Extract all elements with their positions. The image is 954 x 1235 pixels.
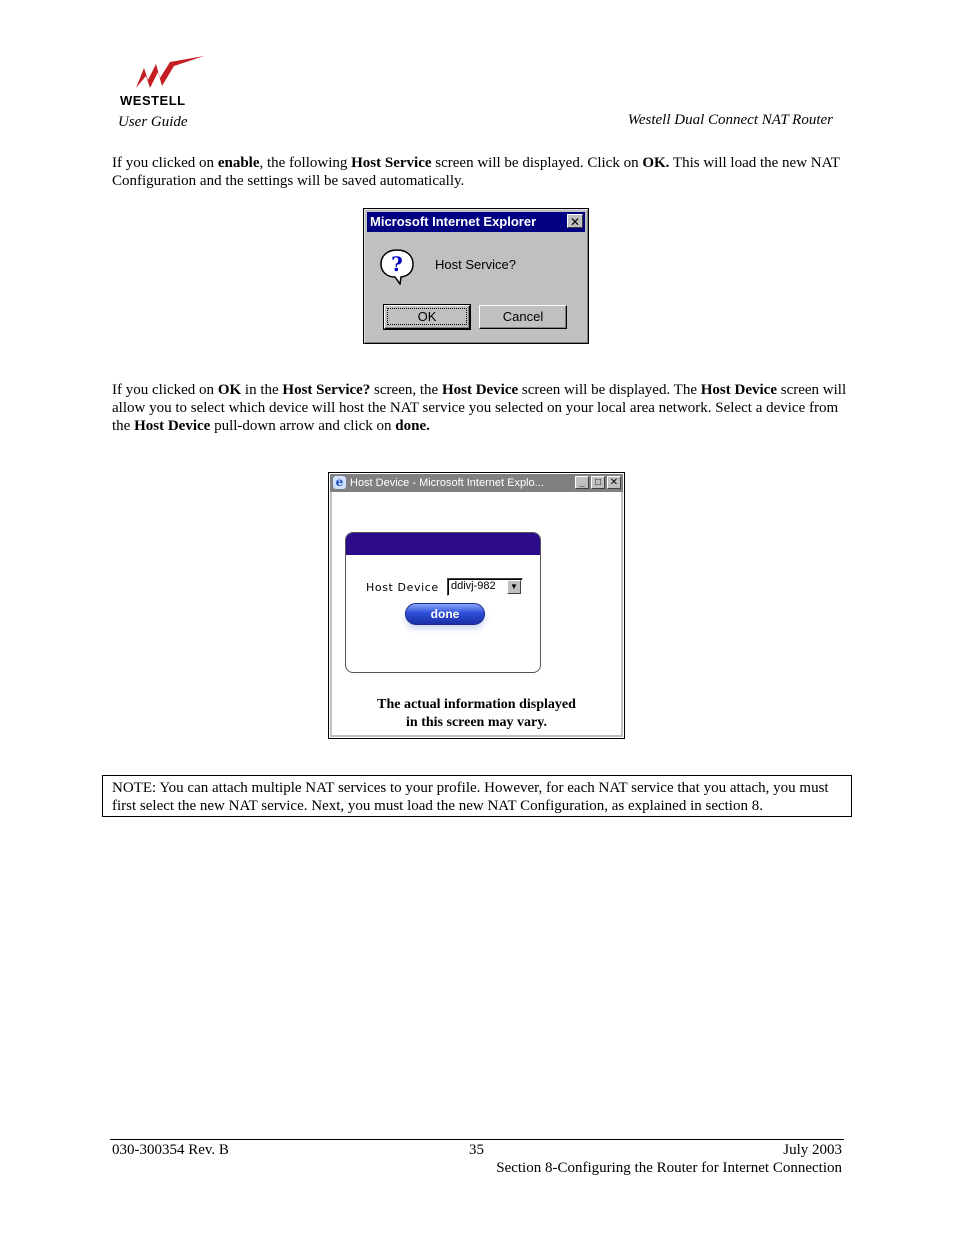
close-icon[interactable]: ✕	[607, 476, 621, 489]
host-device-window	[328, 472, 625, 739]
vary-notice	[332, 696, 621, 732]
footer-doc-number: 030-300354 Rev. B	[112, 1142, 229, 1158]
host-device-card	[345, 532, 541, 673]
card-header	[346, 533, 540, 555]
cancel-button[interactable]: Cancel	[479, 305, 567, 329]
paragraph-host-service: If you clicked on enable, the following Host Service screen will be displayed. Click on OK. This will load the new NAT Configuration and the settings will be saved automatically.	[112, 155, 840, 189]
window-content	[330, 492, 623, 737]
dialog-title-bar	[367, 212, 585, 232]
footer-section: Section 8-Configuring the Router for Internet Connection	[496, 1160, 842, 1176]
brand-wordmark: WESTELL	[120, 93, 186, 108]
ok-button[interactable]: OK	[384, 305, 470, 329]
note-box: NOTE: You can attach multiple NAT services to your profile. However, for each NAT service that you attach, you must first select the new NAT service. Next, you must load the new NAT Configuration, as explained in section 8.	[102, 775, 852, 817]
host-device-select[interactable]	[447, 578, 523, 596]
ie-icon: e	[333, 476, 346, 489]
minimize-icon[interactable]: _	[575, 476, 589, 489]
footer-divider	[110, 1139, 844, 1140]
header-left: User Guide	[118, 114, 188, 130]
vary-line-1: The actual information displayed	[377, 697, 576, 712]
window-title-bar	[330, 474, 623, 492]
vary-line-2: in this screen may vary.	[406, 715, 547, 730]
question-icon	[378, 247, 416, 285]
maximize-icon[interactable]: □	[591, 476, 605, 489]
dialog-message: Host Service?	[435, 257, 516, 272]
host-device-label: Host Device	[366, 581, 439, 594]
host-service-dialog	[363, 208, 589, 344]
svg-text:?: ?	[391, 252, 403, 276]
window-title: Host Device - Microsoft Internet Explo...	[350, 477, 544, 489]
header-right: Westell Dual Connect NAT Router	[627, 112, 833, 128]
footer-date: July 2003	[783, 1142, 842, 1158]
footer-page-number: 35	[469, 1142, 484, 1158]
chevron-down-icon[interactable]: ▼	[507, 580, 521, 594]
paragraph-host-device: If you clicked on OK in the Host Service? screen, the Host Device screen will be displayed. The Host Device screen will allow you to select which device will host the NAT service you selected on your local area network. Select a device from the Host Device pull-down arrow and click on done.	[112, 382, 847, 434]
host-device-value: ddivj-982	[451, 580, 496, 592]
close-icon[interactable]: ✕	[567, 214, 583, 228]
dialog-title: Microsoft Internet Explorer	[370, 214, 537, 229]
done-button[interactable]: done	[405, 603, 485, 625]
